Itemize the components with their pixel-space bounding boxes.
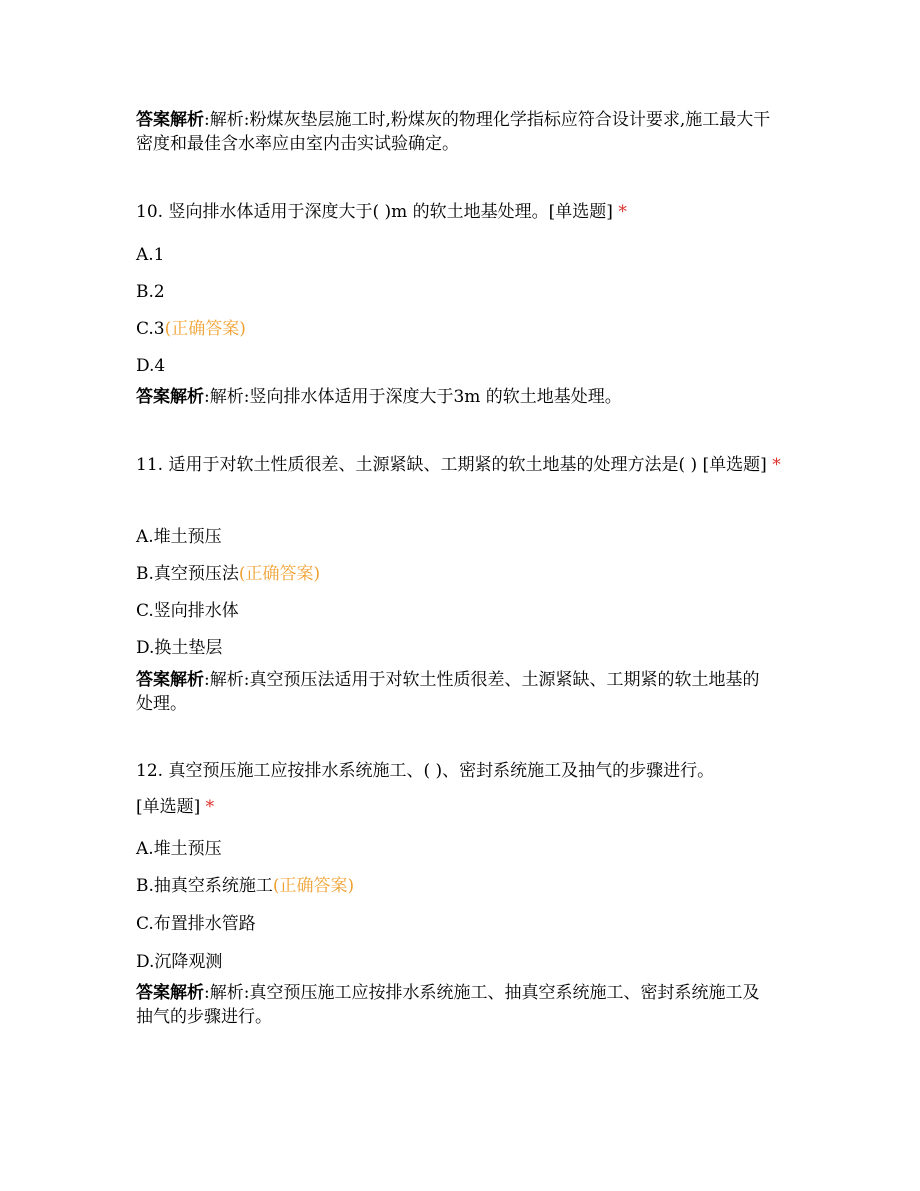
option-text: D.换土垫层 [136, 638, 223, 658]
option-b[interactable] [136, 874, 354, 898]
answer-analysis-12 [136, 981, 776, 1029]
option-text: A.1 [136, 245, 165, 265]
analysis-label: 答案解析 [136, 670, 204, 690]
question-type [136, 792, 214, 822]
option-text: D.沉降观测 [136, 952, 223, 972]
option-text: C.3 [136, 319, 165, 339]
option-d[interactable] [136, 950, 222, 974]
option-a[interactable] [136, 243, 165, 267]
required-star: * [772, 455, 781, 475]
question-title [136, 197, 627, 227]
correct-answer-mark: (正确答案) [238, 564, 321, 584]
option-d[interactable] [136, 636, 222, 660]
question-title [136, 756, 714, 786]
option-text: B.真空预压法 [136, 564, 239, 584]
option-text: B.抽真空系统施工 [136, 876, 273, 896]
required-star: * [618, 202, 627, 222]
analysis-label: 答案解析 [136, 387, 204, 407]
analysis-text: :解析:真空预压施工应按排水系统施工、抽真空系统施工、密封系统施工及抽气的步骤进行。 [136, 983, 760, 1027]
option-text: D.4 [136, 356, 166, 376]
option-b[interactable] [136, 280, 165, 304]
option-text: C.竖向排水体 [136, 601, 239, 621]
option-c[interactable] [136, 317, 246, 341]
option-a[interactable] [136, 525, 222, 549]
analysis-text: :解析:粉煤灰垫层施工时,粉煤灰的物理化学指标应符合设计要求,施工最大干密度和最佳含水率应由室内击实试验确定。 [136, 110, 771, 154]
question-title-text: 12. 真空预压施工应按排水系统施工、( )、密封系统施工及抽气的步骤进行。 [136, 761, 715, 781]
option-c[interactable] [136, 599, 239, 623]
option-text: A.堆土预压 [136, 839, 222, 859]
correct-answer-mark: (正确答案) [272, 876, 355, 896]
question-title [136, 448, 786, 482]
option-c[interactable] [136, 912, 256, 936]
option-text: A.堆土预压 [136, 527, 222, 547]
required-star: * [205, 797, 215, 817]
question-type-text: [单选题] [136, 797, 201, 817]
option-d[interactable] [136, 354, 165, 378]
answer-analysis-9 [136, 108, 776, 156]
analysis-text: :解析:竖向排水体适用于深度大于3m 的软土地基处理。 [204, 387, 622, 407]
analysis-label: 答案解析 [136, 110, 204, 130]
analysis-text: :解析:真空预压法适用于对软土性质很差、土源紧缺、工期紧的软土地基的处理。 [136, 670, 760, 714]
option-text: B.2 [136, 282, 165, 302]
option-text: C.布置排水管路 [136, 914, 256, 934]
answer-analysis-11 [136, 668, 776, 716]
question-title-text: 10. 竖向排水体适用于深度大于( )m 的软土地基处理。[单选题] [136, 202, 613, 222]
question-title-text: 11. 适用于对软土性质很差、土源紧缺、工期紧的软土地基的处理方法是( ) [单选题] [136, 455, 767, 475]
answer-analysis-10 [136, 385, 776, 409]
analysis-label: 答案解析 [136, 983, 204, 1003]
option-a[interactable] [136, 837, 222, 861]
correct-answer-mark: (正确答案) [164, 319, 246, 339]
option-b[interactable] [136, 562, 320, 586]
